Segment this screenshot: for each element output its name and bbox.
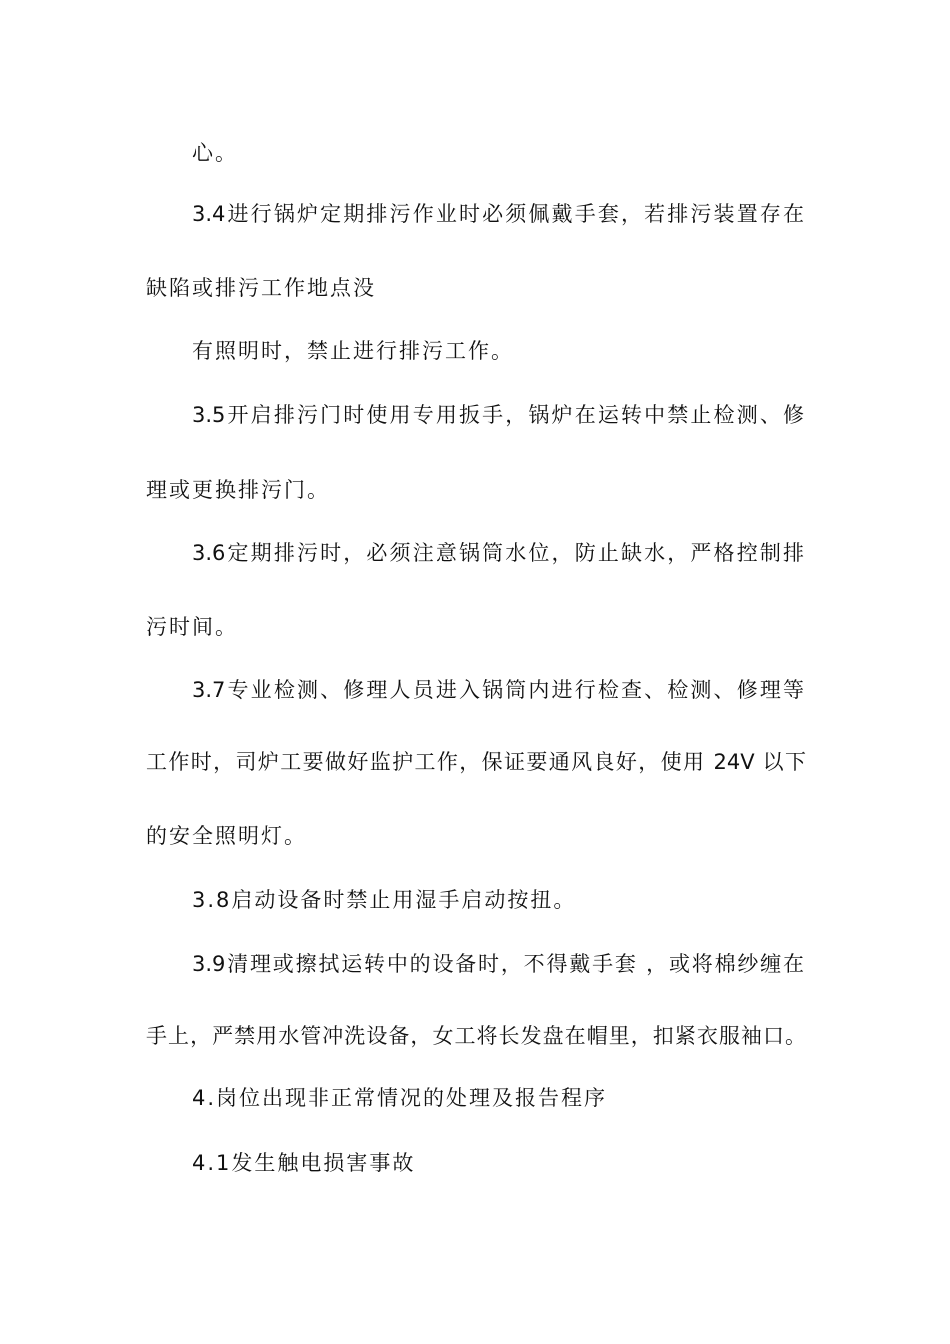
text-line: 3.4进行锅炉定期排污作业时必须佩戴手套，若排污装置存在: [192, 202, 804, 226]
text-line: 3.9清理或擦拭运转中的设备时，不得戴手套 ，或将棉纱缠在: [192, 952, 804, 976]
text-line: 3.5开启排污门时使用专用扳手，锅炉在运转中禁止检测、修: [192, 403, 804, 427]
text-line: 有照明时，禁止进行排污工作。: [192, 339, 514, 363]
text-line: 手上，严禁用水管冲洗设备，女工将长发盘在帽里，扣紧衣服袖口。: [146, 1024, 806, 1048]
text-line: 工作时，司炉工要做好监护工作，保证要通风良好，使用 24V 以下: [146, 750, 806, 774]
text-line: 4.1发生触电损害事故: [192, 1151, 416, 1175]
text-line: 缺陷或排污工作地点没: [146, 276, 376, 300]
text-line: 心。: [192, 141, 238, 165]
text-line: 污时间。: [146, 615, 238, 639]
text-line: 3.7专业检测、修理人员进入锅筒内进行检查、检测、修理等: [192, 678, 804, 702]
text-line: 3.6定期排污时，必须注意锅筒水位，防止缺水，严格控制排: [192, 541, 804, 565]
text-line: 的安全照明灯。: [146, 824, 307, 848]
text-line: 4.岗位出现非正常情况的处理及报告程序: [192, 1086, 608, 1110]
text-line: 3.8启动设备时禁止用湿手启动按扭。: [192, 888, 577, 912]
text-line: 理或更换排污门。: [146, 478, 330, 502]
